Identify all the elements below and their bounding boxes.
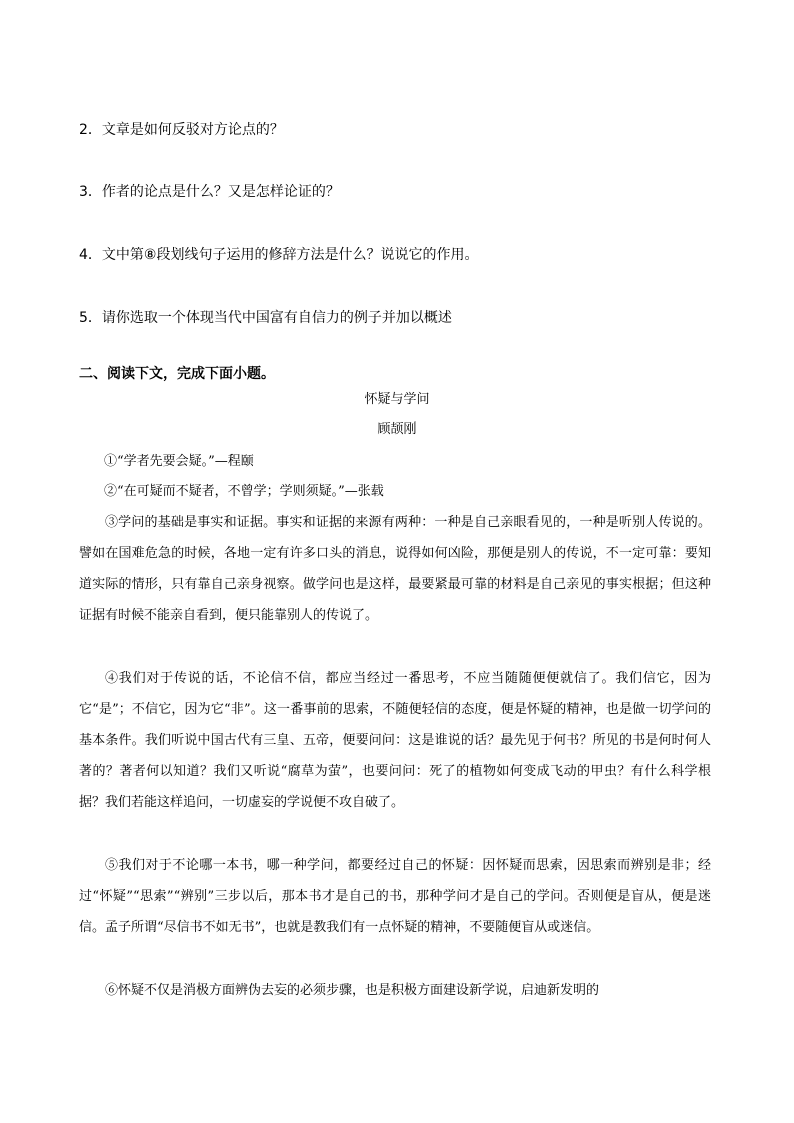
quote-1: ①“学者先要会疑。”—程颐 [104,454,254,469]
article-title: 怀疑与学问 [364,392,430,407]
paragraph-4: ④我们对于传说的话，不论信不信，都应当经过一番思考，不应当随随便便就信了。我们信它，因为它“是”；不信它，因为它“非”。这一番事前的思索，不随便轻信的态度，便是怀疑的精神，也是做一切学问的基本条件。我们听说中国古代有三皇、五帝，便要问问：这是谁说的话？最先见于何书？所见的书是何时何人著的？著者何以知道？我们又听说“腐草为萤”，也要问问：死了的植物如何变成飞动的甲虫？有什么科学根据？我们若能这样追问，一切虚妄的学说便不攻自破了。 [79,671,711,810]
paragraph-3: ③学问的基础是事实和证据。事实和证据的来源有两种：一种是自己亲眼看见的，一种是听别人传说的。譬如在国难危急的时候，各地一定有许多口头的消息，说得如何凶险，那便是别人的传说，不一定可靠：要知道实际的情形，只有靠自己亲身视察。做学问也是这样，最要紧最可靠的材料是自己亲见的事实根据；但这种证据有时候不能亲自看到，便只能靠别人的传说了。 [79,515,711,623]
question-5: 5．请你选取一个体现当代中国富有自信力的例子并加以概述 [79,310,452,326]
paragraph-6: ⑥怀疑不仅是消极方面辨伪去妄的必须步骤，也是积极方面建设新学说，启迪新发明的 [105,983,600,998]
question-4: 4．文中第⑧段划线句子运用的修辞方法是什么？说说它的作用。 [79,247,479,263]
article-author: 顾颉刚 [377,422,417,437]
quote-2: ②“在可疑而不疑者，不曾学；学则须疑。”—张载 [104,484,384,499]
paragraph-5: ⑤我们对于不论哪一本书，哪一种学问，都要经过自己的怀疑：因怀疑而思索，因思索而辨别是非；经过“怀疑”“思索”“辨别”三步以后，那本书才是自己的书，那种学问才是自己的学问。否则便是盲从，便是迷信。孟子所谓“尽信书不如无书”，也就是教我们有一点怀疑的精神，不要随便盲从或迷信。 [79,858,711,935]
section-heading: 二、阅读下文，完成下面小题。 [79,366,275,382]
question-3: 3．作者的论点是什么？又是怎样论证的？ [79,184,340,200]
question-2: 2．文章是如何反驳对方论点的？ [79,122,284,138]
